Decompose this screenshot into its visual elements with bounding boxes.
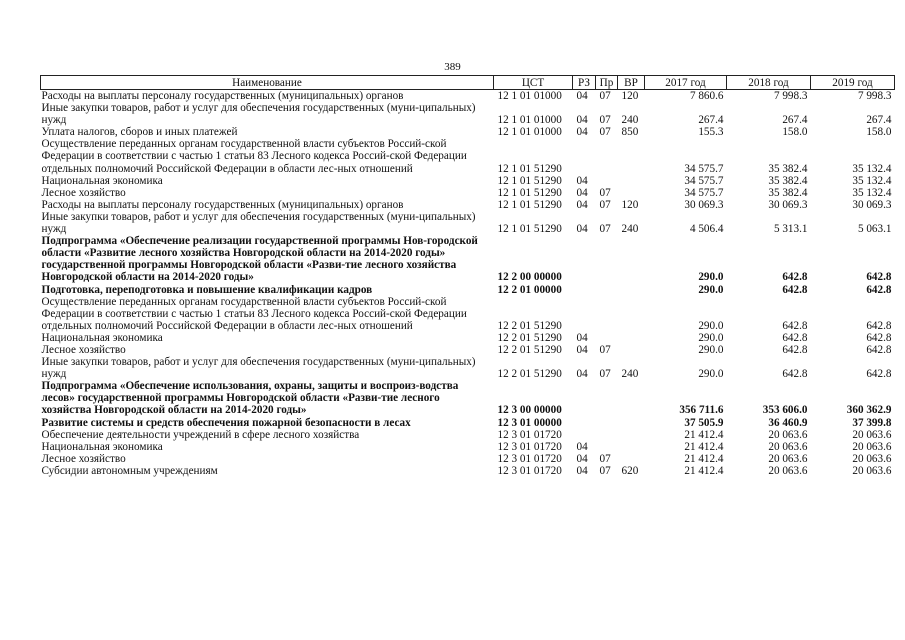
cell-2018: 353 606.0 [762, 404, 808, 417]
table-row [41, 465, 895, 477]
cell-vr: 620 [621, 464, 639, 477]
cell-2017: 34 575.7 [684, 174, 724, 187]
cell-rz: 04 [576, 90, 588, 102]
cell-csr: 12 1 01 51290 [497, 223, 562, 236]
cell-vr [618, 417, 645, 429]
budget-table [40, 75, 895, 477]
cell-name: Иные закупки товаров, работ и услуг для обеспечения государственных (муни-ципальных) нужд [41, 210, 476, 236]
cell-2017: 37 505.9 [684, 416, 724, 429]
cell-vr [618, 235, 645, 283]
cell-csr: 12 2 01 51290 [497, 343, 562, 356]
cell-vr: 850 [621, 126, 639, 139]
cell-vr [618, 187, 645, 199]
cell-vr: 240 [621, 223, 639, 236]
cell-rz: 04 [576, 464, 588, 477]
cell-vr [618, 453, 645, 465]
table-row [41, 211, 895, 235]
table-header-row [41, 76, 895, 90]
cell-name: Национальная экономика [41, 174, 163, 187]
cell-2017: 290.0 [698, 283, 724, 296]
header-rz: РЗ [573, 76, 596, 90]
cell-name: Подпрограмма «Обеспечение использования, охраны, защиты и воспроиз-водства лесов» государственной программы Новгородской области «Разви-тие лесного хозяйства Новгородской области на 2014-2020 годы» [41, 380, 459, 417]
cell-2017: 7 860.6 [689, 90, 724, 102]
table-row [41, 187, 895, 199]
cell-csr: 12 1 01 51290 [497, 162, 562, 175]
cell-rz: 04 [576, 452, 588, 465]
cell-vr: 120 [621, 198, 639, 211]
cell-name: Лесное хозяйство [41, 343, 126, 356]
cell-rz [573, 296, 596, 332]
cell-2019: 35 132.4 [852, 174, 892, 187]
cell-csr: 12 3 01 00000 [497, 416, 562, 429]
header-csr: ЦСТ [494, 76, 573, 90]
cell-2019: 20 063.6 [852, 452, 892, 465]
cell-2019: 158.0 [866, 126, 892, 139]
cell-2018: 35 382.4 [768, 186, 808, 199]
cell-2017: 267.4 [698, 114, 724, 127]
cell-vr [618, 175, 645, 187]
cell-2019: 35 132.4 [852, 162, 892, 175]
cell-2018: 158.0 [782, 126, 808, 139]
cell-name: Лесное хозяйство [41, 452, 126, 465]
cell-name: Подпрограмма «Обеспечение реализации государственной программы Нов-городской области «Развитие лесного хозяйства Новгородской области на 2014-2020 годы» государственной программы Новгородской области «Разви-тие лесного хозяйства Новгородской области на 2014-2020 годы» [41, 235, 478, 284]
cell-vr [618, 332, 645, 344]
table-row [41, 429, 895, 441]
cell-csr: 12 1 01 01000 [497, 90, 562, 102]
cell-pr [596, 175, 618, 187]
table-row [41, 296, 895, 332]
cell-rz: 04 [576, 343, 588, 356]
cell-vr: 120 [621, 90, 639, 102]
cell-pr: 07 [599, 114, 611, 127]
cell-2019: 20 063.6 [852, 428, 892, 441]
cell-csr: 12 3 01 01720 [497, 440, 562, 453]
table-row [41, 175, 895, 187]
cell-pr [596, 235, 618, 283]
cell-rz: 04 [576, 126, 588, 139]
cell-vr: 240 [621, 114, 639, 127]
cell-rz [573, 138, 596, 174]
cell-pr: 07 [599, 126, 611, 139]
cell-2017: 34 575.7 [684, 186, 724, 199]
cell-2019: 30 069.3 [852, 198, 892, 211]
cell-csr: 12 3 01 01720 [497, 464, 562, 477]
cell-2018: 642.8 [782, 319, 808, 332]
cell-2018: 267.4 [782, 114, 808, 127]
cell-2017: 30 069.3 [684, 198, 724, 211]
cell-csr: 12 1 01 01000 [497, 114, 562, 127]
cell-csr: 12 1 01 51290 [497, 174, 562, 187]
cell-vr [618, 138, 645, 174]
cell-csr: 12 3 01 01720 [497, 452, 562, 465]
header-vr: ВР [618, 76, 645, 90]
cell-2018: 642.8 [782, 331, 808, 344]
cell-name: Развитие системы и средств обеспечения пожарной безопасности в лесах [41, 416, 411, 429]
table-row [41, 356, 895, 380]
cell-2017: 21 412.4 [684, 452, 724, 465]
cell-rz: 04 [576, 198, 588, 211]
header-pr: Пр [596, 76, 618, 90]
cell-csr: 12 3 01 01720 [497, 428, 562, 441]
cell-2017: 290.0 [698, 368, 724, 381]
header-2017: 2017 год [645, 76, 727, 90]
cell-rz [573, 235, 596, 283]
cell-2017: 21 412.4 [684, 428, 724, 441]
cell-2017: 4 506.4 [689, 223, 724, 236]
table-body [41, 90, 895, 478]
cell-2019: 360 362.9 [846, 404, 892, 417]
cell-vr [618, 441, 645, 453]
table-row [41, 344, 895, 356]
cell-name: Уплата налогов, сборов и иных платежей [41, 126, 238, 139]
cell-name: Осуществление переданных органам государственной власти субъектов Россий-ской Федерации в соответствии с частью 1 статьи 83 Лесного кодекса Россий-ской Федерации отдельных полномочий Российской Федерации в области лес-ных отношений [41, 295, 467, 332]
cell-2019: 5 063.1 [857, 223, 892, 236]
cell-csr: 12 3 00 00000 [497, 404, 562, 417]
cell-name: Иные закупки товаров, работ и услуг для обеспечения государственных (муни-ципальных) нужд [41, 356, 476, 381]
table-row [41, 441, 895, 453]
cell-name: Осуществление переданных органам государственной власти субъектов Россий-ской Федерации в соответствии с частью 1 статьи 83 Лесного кодекса Россий-ской Федерации отдельных полномочий Российской Федерации в области лес-ных отношений [41, 138, 467, 175]
cell-name: Расходы на выплаты персоналу государственных (муниципальных) органов [41, 198, 404, 211]
cell-2019: 267.4 [866, 114, 892, 127]
cell-pr [596, 284, 618, 296]
cell-2019: 642.8 [866, 319, 892, 332]
cell-pr: 07 [599, 464, 611, 477]
cell-2019: 37 399.8 [852, 416, 892, 429]
cell-2019: 35 132.4 [852, 186, 892, 199]
cell-2019: 642.8 [866, 331, 892, 344]
cell-2019: 20 063.6 [852, 464, 892, 477]
cell-pr [596, 417, 618, 429]
cell-vr [618, 429, 645, 441]
cell-pr [596, 429, 618, 441]
table-row [41, 126, 895, 138]
table-row [41, 138, 895, 174]
cell-pr: 07 [599, 198, 611, 211]
cell-2018: 20 063.6 [768, 428, 808, 441]
cell-rz [573, 284, 596, 296]
cell-2017: 290.0 [698, 271, 724, 284]
table-row [41, 453, 895, 465]
header-2019: 2019 год [811, 76, 895, 90]
cell-2018: 20 063.6 [768, 464, 808, 477]
cell-csr: 12 1 01 51290 [497, 186, 562, 199]
cell-vr [618, 284, 645, 296]
cell-2019: 642.8 [866, 271, 892, 284]
cell-2018: 642.8 [782, 343, 808, 356]
cell-rz: 04 [576, 174, 588, 187]
cell-2017: 290.0 [698, 319, 724, 332]
cell-csr: 12 2 01 51290 [497, 331, 562, 344]
cell-name: Национальная экономика [41, 440, 163, 453]
header-name: Наименование [41, 76, 494, 90]
cell-2018: 642.8 [782, 283, 808, 296]
cell-name: Подготовка, переподготовка и повышение квалификации кадров [41, 283, 373, 296]
cell-2018: 20 063.6 [768, 452, 808, 465]
cell-pr [596, 441, 618, 453]
cell-name: Национальная экономика [41, 331, 163, 344]
cell-csr: 12 2 00 00000 [497, 271, 562, 284]
table-row [41, 235, 895, 283]
cell-pr [596, 332, 618, 344]
cell-rz [573, 417, 596, 429]
cell-vr [618, 344, 645, 356]
cell-2018: 20 063.6 [768, 440, 808, 453]
cell-rz: 04 [576, 114, 588, 127]
cell-csr: 12 2 01 51290 [497, 368, 562, 381]
cell-2018: 30 069.3 [768, 198, 808, 211]
page-number: 389 [444, 61, 461, 73]
cell-2019: 642.8 [866, 283, 892, 296]
cell-2019: 7 998.3 [857, 90, 892, 102]
cell-2018: 36 460.9 [768, 416, 808, 429]
cell-2019: 20 063.6 [852, 440, 892, 453]
cell-name: Лесное хозяйство [41, 186, 126, 199]
cell-pr: 07 [599, 368, 611, 381]
cell-2018: 35 382.4 [768, 174, 808, 187]
cell-2019: 642.8 [866, 368, 892, 381]
cell-2018: 35 382.4 [768, 162, 808, 175]
cell-2018: 7 998.3 [773, 90, 808, 102]
cell-csr: 12 2 01 00000 [497, 283, 562, 296]
cell-2017: 290.0 [698, 331, 724, 344]
cell-2019: 642.8 [866, 343, 892, 356]
cell-pr: 07 [599, 452, 611, 465]
cell-rz: 04 [576, 368, 588, 381]
cell-2018: 642.8 [782, 368, 808, 381]
table-row [41, 380, 895, 416]
cell-2017: 290.0 [698, 343, 724, 356]
cell-rz: 04 [576, 440, 588, 453]
cell-vr [618, 296, 645, 332]
cell-pr [596, 380, 618, 416]
cell-2017: 34 575.7 [684, 162, 724, 175]
table-row [41, 332, 895, 344]
table-row [41, 417, 895, 429]
cell-2017: 21 412.4 [684, 440, 724, 453]
cell-pr [596, 138, 618, 174]
cell-2018: 5 313.1 [773, 223, 808, 236]
cell-name: Иные закупки товаров, работ и услуг для обеспечения государственных (муни-ципальных) нужд [41, 102, 476, 127]
cell-csr: 12 1 01 51290 [497, 198, 562, 211]
table-row [41, 199, 895, 211]
cell-vr: 240 [621, 368, 639, 381]
cell-name: Расходы на выплаты персоналу государственных (муниципальных) органов [41, 90, 404, 102]
cell-pr [596, 296, 618, 332]
cell-pr: 07 [599, 223, 611, 236]
cell-csr: 12 2 01 51290 [497, 319, 562, 332]
cell-rz: 04 [576, 186, 588, 199]
cell-pr: 07 [599, 343, 611, 356]
cell-rz [573, 429, 596, 441]
cell-2017: 356 711.6 [679, 404, 724, 417]
cell-vr [618, 380, 645, 416]
cell-2017: 21 412.4 [684, 464, 724, 477]
table-row [41, 284, 895, 296]
cell-rz [573, 380, 596, 416]
cell-name: Субсидии автономным учреждениям [41, 464, 218, 477]
cell-pr: 07 [599, 90, 611, 102]
table-row [41, 102, 895, 126]
cell-2018: 642.8 [782, 271, 808, 284]
table-row [41, 90, 895, 103]
cell-rz: 04 [576, 331, 588, 344]
cell-pr: 07 [599, 186, 611, 199]
cell-name: Обеспечение деятельности учреждений в сфере лесного хозяйства [41, 428, 360, 441]
cell-2017: 155.3 [698, 126, 724, 139]
cell-csr: 12 1 01 01000 [497, 126, 562, 139]
cell-rz: 04 [576, 223, 588, 236]
header-2018: 2018 год [727, 76, 811, 90]
